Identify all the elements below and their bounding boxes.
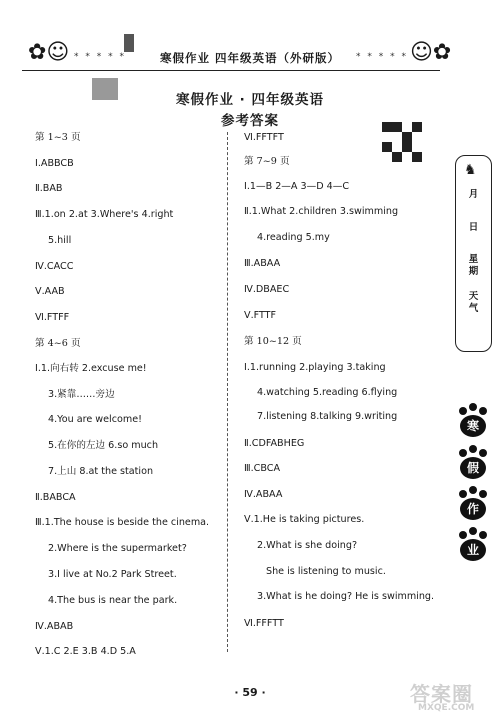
weekday-label-2: 期 [468,266,479,277]
paw-label: 寒 [460,415,486,437]
paw-print-icon [455,527,491,563]
answer-line: Ⅰ.ABBCB [35,158,74,169]
answer-line: Ⅵ.FTFF [35,312,70,323]
watermark-logo: 答案圈 [410,682,473,706]
answer-line: 3.I live at No.2 Park Street. [48,569,177,580]
answer-line: 5.在你的左边 6.so much [48,440,159,451]
answer-line: Ⅳ.DBAEC [244,284,290,295]
rooster-icon: ♞ [464,162,477,178]
answer-line: Ⅴ.1.He is taking pictures. [244,514,365,525]
page-range-label: 第 4~6 页 [35,338,81,349]
answer-line: Ⅳ.ABAB [35,621,74,632]
paw-label: 假 [460,457,486,479]
paw-print-icon [455,445,491,481]
page-range-label: 第 10~12 页 [244,336,302,347]
answer-line: Ⅴ.1.C 2.E 3.B 4.D 5.A [35,646,136,657]
answer-line: 5.hill [48,235,72,246]
answer-line: Ⅲ.ABAA [244,258,281,269]
answer-line: 3.紧靠……旁边 [48,389,115,400]
answer-line: 4.watching 5.reading 6.flying [257,387,398,398]
answer-line: Ⅰ.1.running 2.playing 3.taking [244,362,386,373]
header-stars-right: * * * * * [356,52,408,62]
header-divider [22,70,440,71]
paw-print-icon [455,486,491,522]
answer-line: Ⅵ.FFTFT [244,132,284,143]
answer-line: Ⅱ.1.What 2.children 3.swimming [244,206,399,217]
answer-line: 2.What is she doing? [257,540,358,551]
weather-label-1: 天 [468,291,479,302]
answer-line: Ⅴ.FTTF [244,310,277,321]
answer-line: Ⅳ.CACC [35,261,74,272]
watermark-url: MXQE.COM [418,703,475,713]
answer-line: Ⅳ.ABAA [244,489,283,500]
answer-line: 2.Where is the supermarket? [48,543,187,554]
column-divider [227,132,228,652]
answer-line: She is listening to music. [266,566,386,577]
date-weather-panel [455,155,492,352]
weather-label-2: 气 [468,303,479,314]
answer-line: Ⅲ.1.on 2.at 3.Where's 4.right [35,209,174,220]
answer-line: Ⅰ.1.向右转 2.excuse me! [35,363,147,374]
page-range-label: 第 1~3 页 [35,132,81,143]
paw-label: 作 [460,498,486,520]
answer-line: Ⅱ.CDFABHEG [244,438,305,449]
page-number: · 59 · [234,686,266,699]
cartoon-kids-left-icon: ✿☺ [28,40,70,65]
answer-line: Ⅴ.AAB [35,286,65,297]
day-label: 日 [468,222,479,233]
answer-line: 4.The bus is near the park. [48,595,178,606]
header-title: 寒假作业 四年级英语（外研版） [159,51,340,65]
answer-line: Ⅲ.1.The house is beside the cinema. [35,517,210,528]
answer-line: Ⅲ.CBCA [244,463,281,474]
answer-line: 7.listening 8.talking 9.writing [257,411,398,422]
month-label: 月 [468,189,479,200]
answer-line: 4.You are welcome! [48,414,142,425]
header-stars-left: * * * * * [74,52,126,62]
answer-line: 3.What is he doing? He is swimming. [257,591,435,602]
answer-line: 4.reading 5.my [257,232,330,243]
page-title: 寒假作业 · 四年级英语 [175,92,325,108]
answer-line: 7.上山 8.at the station [48,466,154,477]
paw-label: 业 [460,539,486,561]
answer-line: Ⅰ.1—B 2—A 3—D 4—C [244,181,350,192]
paw-print-icon [455,403,491,439]
page-subtitle: 参考答案 [221,113,279,129]
answer-line: Ⅱ.BABCA [35,492,76,503]
cartoon-kids-right-icon: ☺✿ [410,40,452,65]
weekday-label-1: 星 [468,254,479,265]
answer-line: Ⅱ.BAB [35,183,63,194]
page-range-label: 第 7~9 页 [244,156,290,167]
mosaic-block-top [124,34,134,52]
answer-line: Ⅵ.FFFTT [244,618,284,629]
